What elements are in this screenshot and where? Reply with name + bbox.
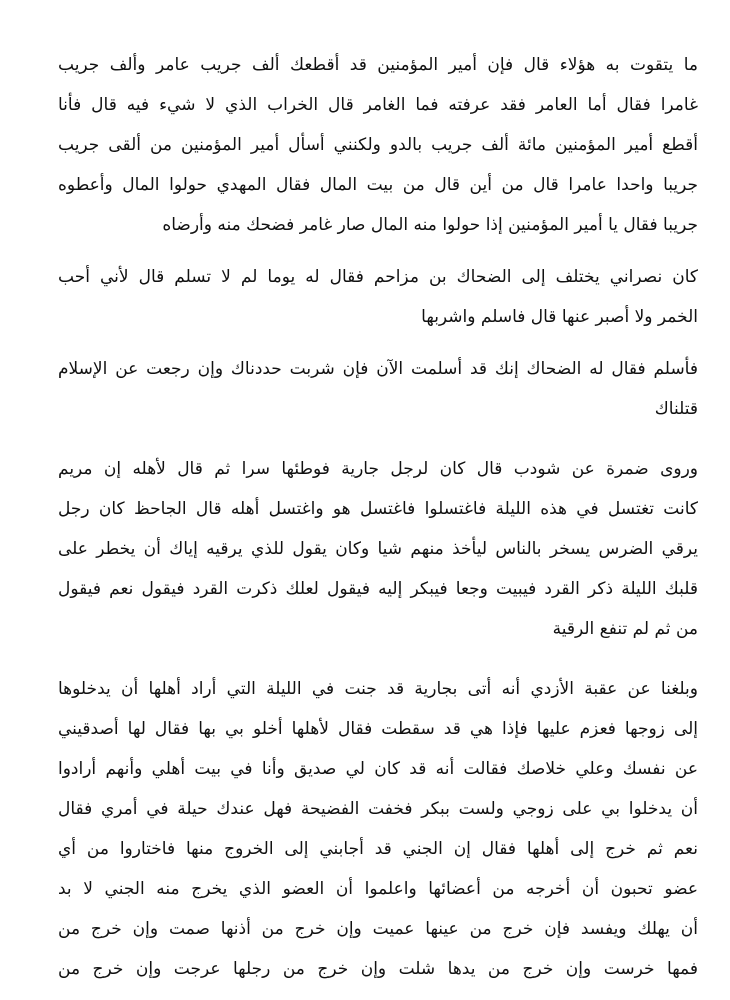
text-line: قلبك الليلة ذكر القرد فيبيت وجعا فيبكر إليه فيقول لعلك ذكرت القرد فيقول نعم فيقول [58,579,698,599]
paragraph-5 [58,669,698,989]
text-line: غامرا فقال أما العامر فقد عرفته فما الغامر قال الخراب الذي لا شيء فيه قال فأنا [58,95,698,115]
text-line: جريبا واحدا عامرا قال من أين قال من بيت المال فقال المهدي حولوا المال وأعطوه [58,175,698,195]
text-line: فأسلم فقال له الضحاك إنك قد أسلمت الآن فإن شربت حددناك وإن رجعت عن الإسلام [58,359,698,379]
text-line: أن يهلك ويفسد فإن خرج من عينها عميت وإن خرج من أذنها صمت وإن خرج من [58,919,698,939]
text-line: إلى زوجها فعزم عليها فإذا هي قد سقطت فقال لأهلها أخلو بي بها فقال لها أصدقيني [58,719,698,739]
text-line: ما يتقوت به هؤلاء قال فإن أمير المؤمنين قد أقطعك ألف جريب عامر وألف جريب [58,55,698,75]
paragraph-2 [58,257,698,337]
text-line: قتلناك [654,399,698,419]
text-line: يرقي الضرس يسخر بالناس ليأخذ منهم شيا وكان يقول للذي يرقيه إياك أن يخطر على [58,539,698,559]
text-line: كان نصراني يختلف إلى الضحاك بن مزاحم فقال له يوما لم لا تسلم قال لأني أحب [58,267,698,287]
text-line: الخمر ولا أصبر عنها قال فاسلم واشربها [421,307,698,327]
text-line: عن نفسك وعلي خلاصك فقالت أنه قد كان لي صديق وأنا في بيت أهلي وأنهم أرادوا [58,759,698,779]
text-line: وبلغنا عن عقبة الأزدي أنه أتى بجارية قد جنت في الليلة التي أراد أهلها أن يدخلوها [58,679,698,699]
paragraph-4 [58,449,698,649]
text-line: عضو تحبون أن أخرجه من أعضائها واعلموا أن العضو الذي يخرج منه الجني لا بد [58,879,698,899]
text-line: وروى ضمرة عن شودب قال كان لرجل جارية فوطئها سرا ثم قال لأهله إن مريم [58,459,698,479]
text-line: أقطع أمير المؤمنين مائة ألف جريب بالدو ولكنني أسأل أمير المؤمنين من ألقى جريب [58,135,698,155]
text-line: أن يدخلوا بي على زوجي ولست ببكر فخفت الفضيحة فهل عندك حيلة في أمري فقال [58,799,698,819]
paragraph-3 [58,349,698,429]
text-line: فمها خرست وإن خرج من يدها شلت وإن خرج من رجلها عرجت وإن خرج من [58,959,698,979]
text-line: من ثم لم تنفع الرقية [552,619,698,639]
text-line: جريبا فقال يا أمير المؤمنين إذا حولوا منه المال صار غامر فضحك منه وأرضاه [162,215,698,235]
text-line: نعم ثم خرج إلى أهلها فقال إن الجني قد أجابني إلى الخروج منها فاختاروا من أي [58,839,698,859]
text-line: كانت تغتسل في هذه الليلة فاغتسلوا فاغتسل هو واغتسل أهله قال الجاحظ كان رجل [58,499,698,519]
paragraph-1 [58,45,698,245]
